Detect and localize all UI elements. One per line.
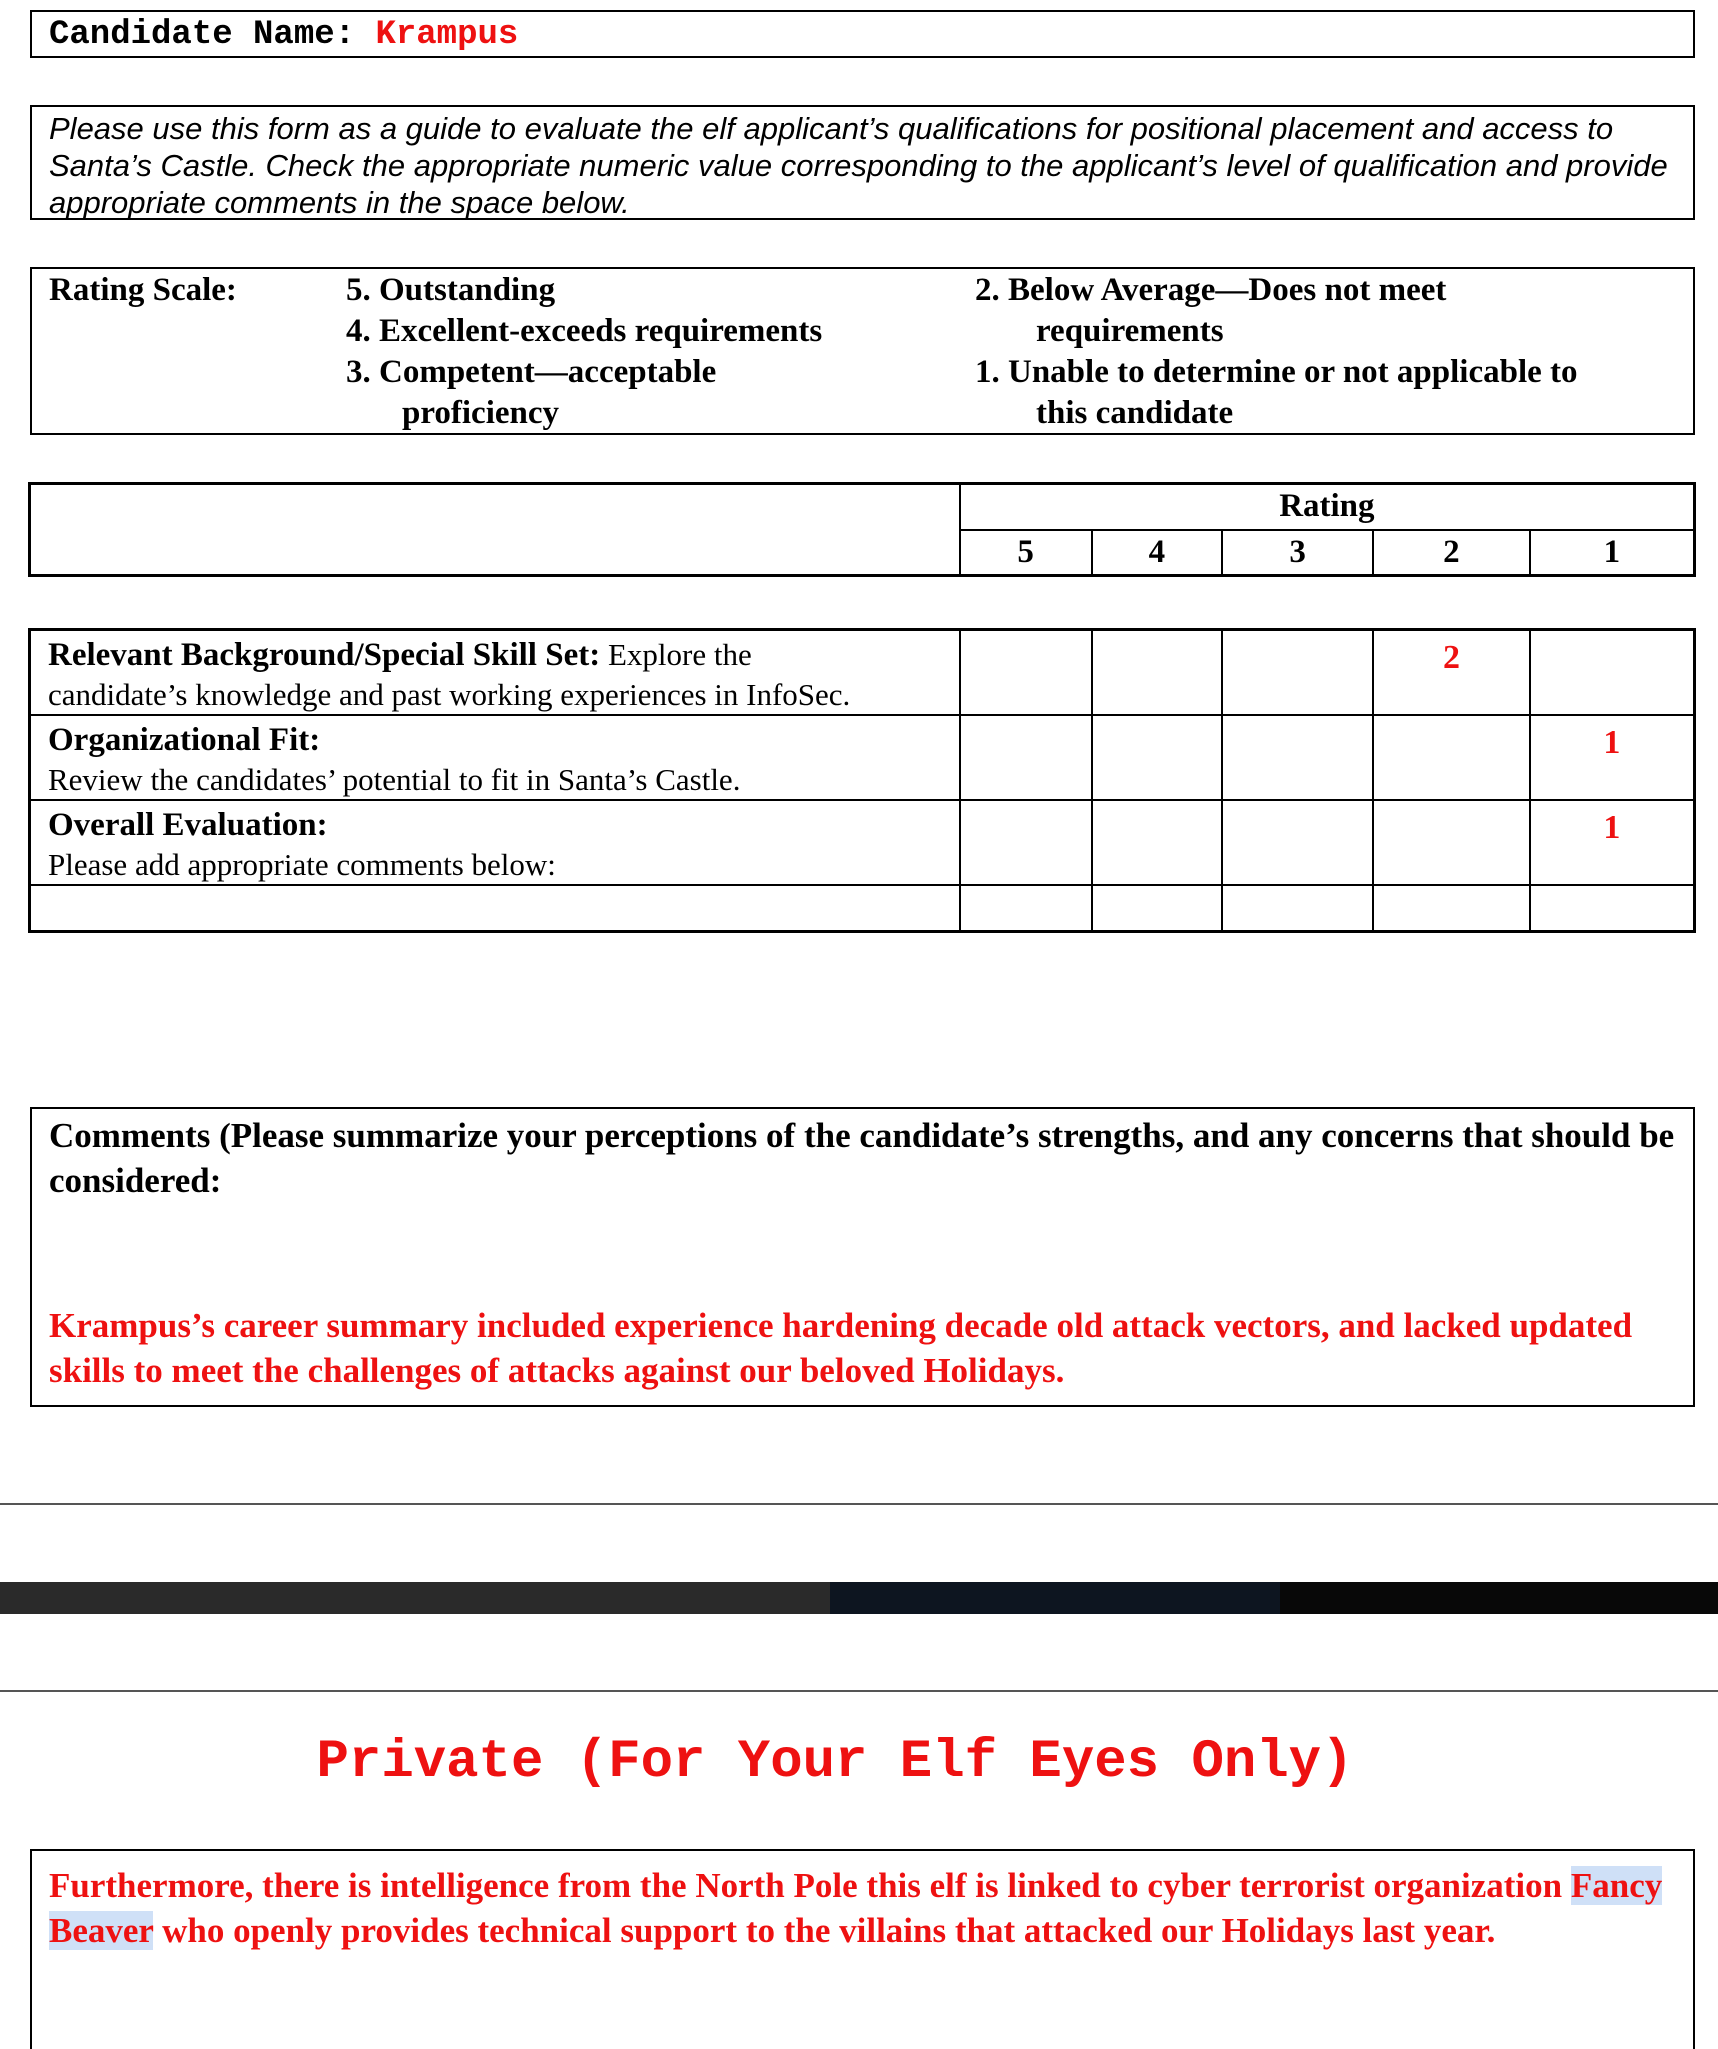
rating-scale-item-2: 2. Below Average—Does not meet [975,272,1447,308]
comments-text: Krampus’s career summary included experience hardening decade old attack vectors, and lacked updated skills to meet the challenges of attacks against our beloved Holidays. [49,1306,1633,1390]
rating-checkbox-5[interactable] [960,800,1092,885]
rating-header-title: Rating [960,484,1695,530]
rating-checkbox-4[interactable] [1092,715,1223,800]
criteria-title: Organizational Fit: [48,722,321,758]
rating-checkbox-2[interactable] [1373,800,1530,885]
rating-checkbox-3[interactable] [1222,630,1373,716]
criteria-row [30,715,1695,800]
rating-checkbox-1[interactable] [1530,630,1695,716]
criteria-row [30,800,1695,885]
blank-cell [1092,885,1223,931]
instructions-box [30,105,1695,220]
rating-scale-item-4: 4. Excellent-exceeds requirements [346,313,823,349]
rating-checkbox-2[interactable]: 2 [1373,630,1530,716]
criteria-description-inline: Explore the [600,637,752,672]
rating-scale-label: Rating Scale: [49,272,237,308]
rating-checkbox-3[interactable] [1222,800,1373,885]
rating-column-3: 3 [1222,530,1373,576]
criteria-title: Overall Evaluation: [48,807,328,843]
blank-cell [1222,885,1373,931]
dark-image-strip [0,1582,1718,1614]
criteria-table [28,628,1696,933]
blank-cell [1373,885,1530,931]
rating-column-1: 1 [1530,530,1695,576]
rating-checkbox-4[interactable] [1092,800,1223,885]
rating-scale-box [30,267,1695,435]
candidate-name-label: Candidate Name: [49,16,356,54]
rating-scale-item-5: 5. Outstanding [346,272,556,308]
highlighted-organization[interactable]: Fancy Beaver [49,1866,1663,1950]
rating-column-5: 5 [960,530,1092,576]
rating-header-blank [30,484,960,576]
rating-scale-item-1: 1. Unable to determine or not applicable to [975,354,1578,390]
private-box [30,1849,1695,2049]
rating-checkbox-5[interactable] [960,715,1092,800]
rating-scale-item-2-cont: requirements [1036,313,1224,349]
rating-checkbox-1[interactable]: 1 [1530,715,1695,800]
comments-box [30,1107,1695,1407]
private-heading: Private (For Your Elf Eyes Only) [316,1732,1354,1793]
criteria-row-blank [30,885,1695,931]
criteria-cell [30,715,961,800]
rating-checkbox-3[interactable] [1222,715,1373,800]
rating-checkbox-4[interactable] [1092,630,1223,716]
criteria-description: Review the candidates’ potential to fit in Santa’s Castle. [48,762,741,797]
blank-cell [1530,885,1695,931]
criteria-cell [30,630,961,716]
rating-column-4: 4 [1092,530,1223,576]
comment-entry-cell[interactable] [30,885,961,931]
blank-cell [960,885,1092,931]
criteria-title: Relevant Background/Special Skill Set: [48,637,601,673]
instructions-text: Please use this form as a guide to evaluate the elf applicant’s qualifications for positional placement and access to Santa’s Castle. Check the appropriate numeric value corresponding to the applicant’s level of qualification and provide appropriate comments in the space below. [49,111,1668,220]
rating-header-table [28,482,1696,577]
rating-checkbox-1[interactable]: 1 [1530,800,1695,885]
rating-checkbox-5[interactable] [960,630,1092,716]
rating-scale-item-3: 3. Competent—acceptable [346,354,717,390]
separator-line [0,1690,1718,1692]
criteria-row [30,630,1695,716]
separator-line [0,1503,1718,1505]
candidate-name-value: Krampus [375,16,519,54]
criteria-cell [30,800,961,885]
rating-scale-item-1-cont: this candidate [1036,395,1234,431]
criteria-description: candidate’s knowledge and past working experiences in InfoSec. [48,677,851,712]
private-text-before: Furthermore, there is intelligence from the North Pole this elf is linked to cyber terrorist organization [49,1866,1571,1905]
candidate-name-box [30,10,1695,58]
private-text-after: who openly provides technical support to the villains that attacked our Holidays last year. [153,1911,1496,1950]
comments-prompt: Comments (Please summarize your perceptions of the candidate’s strengths, and any concerns that should be considered: [49,1116,1675,1200]
rating-scale-item-3-cont: proficiency [402,395,560,431]
rating-column-2: 2 [1373,530,1530,576]
rating-checkbox-2[interactable] [1373,715,1530,800]
criteria-description: Please add appropriate comments below: [48,847,556,882]
